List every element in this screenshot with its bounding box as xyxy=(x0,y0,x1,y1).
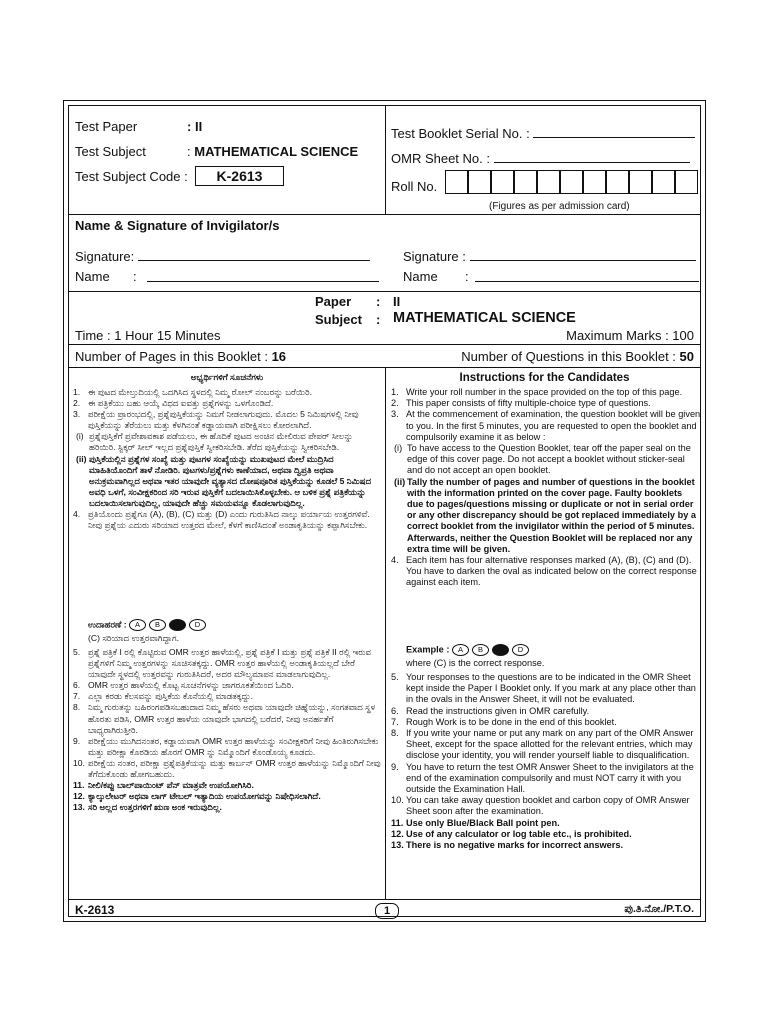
booklet-serial-row: Test Booklet Serial No. : xyxy=(391,126,695,141)
instruction-number: 7. xyxy=(391,716,399,727)
oval-a: A xyxy=(452,644,469,656)
oval-d: D xyxy=(512,644,529,656)
instruction-number: 6. xyxy=(391,705,399,716)
instruction-text: Your responses to the questions are to be indicated in the OMR Sheet kept inside the Paper I Booklet only. If you mark at any place other than in the ovals in the Answer Sheet, it will not be evaluated. xyxy=(406,672,696,705)
booklet-serial-input[interactable] xyxy=(533,137,695,138)
roll-digit-box[interactable] xyxy=(560,170,583,194)
roll-digit-box[interactable] xyxy=(537,170,560,194)
instruction-number: 9. xyxy=(73,735,81,746)
instruction-text: ಪರೀಕ್ಷೆಯ ನಂತರ, ಪರೀಕ್ಷಾ ಪ್ರಶ್ನೆಪತ್ರಿಕೆಯನ್ನು ಮತ್ತು ಕಾರ್ಬನ್ OMR ಉತ್ತರ ಹಾಳೆಯನ್ನು ನಿಮ್ಮೊಂದಿಗೆ ನೀವು ತೆಗೆದುಕೊಂಡು ಹೋಗಬಹುದು. xyxy=(88,757,381,780)
name-input-left[interactable] xyxy=(147,281,379,282)
omr-sheet-row: OMR Sheet No. : xyxy=(391,151,690,166)
instruction-text: ಕ್ಯಾಲ್ಕುಲೇಟರ್ ಅಥವಾ ಲಾಗ್ ಟೇಬಲ್ ಇತ್ಯಾದಿಯ ಉಪಯೋಗವನ್ನು ನಿಷೇಧಿಸಲಾಗಿದೆ. xyxy=(88,791,321,802)
instruction-number: 9. xyxy=(391,761,399,772)
invigilator-name-left: Name : xyxy=(75,269,110,284)
kannada-example-ovals xyxy=(129,619,209,629)
test-paper-label: Test Paper xyxy=(75,119,138,134)
instruction-number: 8. xyxy=(73,702,81,713)
instruction-text: ಎಲ್ಲಾ ಕರಡು ಕೆಲಸವನ್ನು ಪುಸ್ತಿಕೆಯ ಕೊನೆಯಲ್ಲಿ ಮಾಡತಕ್ಕದ್ದು. xyxy=(88,691,254,702)
roll-digit-box[interactable] xyxy=(514,170,537,194)
test-paper-value: : II xyxy=(187,119,203,134)
invigilator-separator xyxy=(69,291,700,292)
subject-colon: : xyxy=(376,312,381,327)
instruction-item xyxy=(391,398,701,409)
instruction-number: 10. xyxy=(73,757,85,768)
omr-sheet-input[interactable] xyxy=(494,162,690,163)
instruction-item xyxy=(73,736,381,758)
instruction-item xyxy=(391,717,701,728)
instruction-text: You can take away question booklet and carbon copy of OMR Answer Sheet soon after the examination. xyxy=(406,795,690,817)
time-allowed: Time : 1 Hour 15 Minutes xyxy=(75,328,221,343)
roll-no-boxes[interactable] xyxy=(445,170,698,202)
oval-c-filled xyxy=(169,619,186,631)
instruction-item xyxy=(391,762,701,796)
instruction-number: 12. xyxy=(391,828,404,839)
roll-digit-box[interactable] xyxy=(629,170,652,194)
roll-digit-box[interactable] xyxy=(445,170,468,194)
instruction-number: 4. xyxy=(391,555,399,566)
footer-code: K-2613 xyxy=(75,903,115,917)
kannada-instructions-part2 xyxy=(73,647,381,813)
cover-inner-border xyxy=(68,105,701,917)
instruction-number: 11. xyxy=(73,780,85,791)
kannada-instructions-part1 xyxy=(73,387,381,531)
instruction-item xyxy=(73,758,381,780)
subject-label: Subject xyxy=(315,312,362,327)
instruction-text: ಪ್ರಶ್ನೆಪುಸ್ತಿಕೆಗೆ ಪ್ರವೇಶಾವಕಾಶ ಪಡೆಯಲು, ಈ ಹೊದಿಕೆ ಪುಟದ ಅಂಚಿನ ಮೇಲಿರುವ ಪೇಪರ್ ಸೀಲನ್ನು ಹರಿಯಿರಿ. ಸ್ಟಿಕ್ಕರ್ ಸೀಲ್ ಇಲ್ಲದ ಪ್ರಶ್ನೆಪುಸ್ತಿಕೆ ಸ್ವೀಕರಿಸಬೇಡಿ. ತೆರೆದ ಪುಸ್ತಿಕೆಯನ್ನು ಸ್ವೀಕರಿಸಬೇಡಿ. xyxy=(89,431,354,453)
oval-a: A xyxy=(129,619,146,631)
instruction-item xyxy=(73,398,381,409)
instruction-text: ನಿಮ್ಮ ಗುರುತನ್ನು ಬಹಿರಂಗಪಡಿಸಬಹುದಾದ ನಿಮ್ಮ ಹೆಸರು ಅಥವಾ ಯಾವುದೇ ಚಿಹ್ನೆಯನ್ನು, ಸಂಗತವಾದ ಸ್ಥಳ ಹೊರತು ಪಡಿಸಿ, OMR ಉತ್ತರ ಹಾಳೆಯ ಯಾವುದೇ ಭಾಗದಲ್ಲಿ ಬರೆದರೆ, ನೀವು ಅನರ್ಹತೆಗೆ ಬಾಧ್ಯರಾಗಿರುತ್ತೀರಿ. xyxy=(88,702,376,735)
roll-digit-box[interactable] xyxy=(468,170,491,194)
instruction-item xyxy=(73,780,381,791)
invigilator-name-right: Name : xyxy=(403,269,438,284)
instruction-text: ನೀಲಿ/ಕಪ್ಪು ಬಾಲ್‌ಪಾಯಿಂಟ್ ಪೆನ್ ಮಾತ್ರವೇ ಉಪಯೋಗಿಸಿರಿ. xyxy=(88,780,254,791)
instruction-item xyxy=(391,672,701,706)
instruction-text: OMR ಉತ್ತರ ಹಾಳೆಯಲ್ಲಿ ಕೊಟ್ಟ ಸೂಚನೆಗಳನ್ನು ಜಾಗರೂಕತೆಯಿಂದ ಓದಿರಿ. xyxy=(88,680,294,691)
instruction-text: ಪ್ರಶ್ನೆ ಪತ್ರಿಕೆ I ರಲ್ಲಿ ಕೊಟ್ಟಿರುವ OMR ಉತ್ತರ ಹಾಳೆಯಲ್ಲಿ, ಪ್ರಶ್ನೆ ಪತ್ರಿಕೆ I ಮತ್ತು ಪ್ರಶ್ನೆ ಪತ್ರಿಕೆ II ರಲ್ಲಿ ಇರುವ ಪ್ರಶ್ನೆಗಳಿಗೆ ನಿಮ್ಮ ಉತ್ತರಗಳನ್ನು ಸೂಚಿಸತಕ್ಕದ್ದು. OMR ಉತ್ತರ ಹಾಳೆಯಲ್ಲಿ ಅಂಡಾಕೃತಿಯಲ್ಲದೆ ಬೇರೆ ಯಾವುದೇ ಸ್ಥಳದಲ್ಲಿ ಉತ್ತರವನ್ನು ಗುರುತಿಸಿದರೆ, ಅದರ ಮೌಲ್ಯಮಾಪನ ಮಾಡಲಾಗುವುದಿಲ್ಲ. xyxy=(88,647,371,680)
kannada-heading: ಅಭ್ಯರ್ಥಿಗಳಿಗೆ ಸೂಚನೆಗಳು xyxy=(190,372,264,382)
instruction-number: (ii) xyxy=(76,453,87,464)
signature-input-right[interactable] xyxy=(470,260,696,261)
instruction-item xyxy=(73,431,381,453)
instruction-item xyxy=(391,477,701,555)
instruction-item xyxy=(73,454,381,509)
instruction-number: 3. xyxy=(391,409,399,420)
instruction-item xyxy=(73,509,381,531)
instruction-item xyxy=(391,443,701,477)
footer-separator xyxy=(69,899,700,900)
instruction-text: If you write your name or put any mark on any part of the OMR Answer Sheet, except for the space allotted for the relevant entries, which may disclose your identity, you will render yourself liable to disqualification. xyxy=(406,728,694,761)
instruction-number: 13. xyxy=(73,802,85,813)
instruction-number: 2. xyxy=(391,398,399,409)
roll-digit-box[interactable] xyxy=(675,170,698,194)
test-paper-row xyxy=(75,119,203,134)
instruction-item xyxy=(73,802,381,813)
pages-count: Number of Pages in this Booklet : 16 xyxy=(75,349,287,364)
oval-b: B xyxy=(472,644,489,656)
paper-info-separator xyxy=(69,344,700,345)
instruction-item xyxy=(73,791,381,802)
roll-digit-box[interactable] xyxy=(491,170,514,194)
instruction-item xyxy=(391,818,701,829)
instruction-text: ಪುಸ್ತಿಕೆಯಲ್ಲಿನ ಪ್ರಶ್ನೆಗಳ ಸಂಖ್ಯೆ ಮತ್ತು ಪುಟಗಳ ಸಂಖ್ಯೆಯನ್ನು ಮುಖಪುಟದ ಮೇಲೆ ಮುದ್ರಿಸಿದ ಮಾಹಿತಿಯೊಂದಿಗೆ ತಾಳೆ ನೋಡಿರಿ. ಪುಟಗಳು/ಪ್ರಶ್ನೆಗಳು ಕಾಣೆಯಾದ, ಅಥವಾ ದ್ವಿಪ್ರತಿ ಅಥವಾ ಅನುಕ್ರಮವಾಗಿಲ್ಲದ ಅಥವಾ ಇತರ ಯಾವುದೇ ವ್ಯತ್ಯಾಸದ ದೋಷಪೂರಿತ ಪುಸ್ತಿಕೆಯನ್ನು ಕೂಡಲೆ 5 ನಿಮಿಷದ ಅವಧಿ ಒಳಗೆ, ಸಂವೀಕ್ಷಕರಿಂದ ಸರಿ ಇರುವ ಪುಸ್ತಿಕೆಗೆ ಬದಲಾಯಿಸಿಕೊಳ್ಳಬೇಕು. ಆ ಬಳಿಕ ಪ್ರಶ್ನೆ ಪತ್ರಿಕೆಯನ್ನು ಬದಲಾಯಿಸಲಾಗುವುದಿಲ್ಲ, ಯಾವುದೇ ಹೆಚ್ಚು ಸಮಯವನ್ನೂ ಕೊಡಲಾಗುವುದಿಲ್ಲ. xyxy=(89,453,372,508)
english-example-note: where (C) is the correct response. xyxy=(406,658,545,668)
instruction-number: (i) xyxy=(76,431,84,442)
instruction-item xyxy=(391,555,701,589)
instruction-item xyxy=(391,840,701,851)
instruction-number: 5. xyxy=(391,672,399,682)
roll-digit-box[interactable] xyxy=(606,170,629,194)
test-subject-row xyxy=(75,144,359,159)
instruction-number: 6. xyxy=(73,680,81,691)
instruction-text: ಪರೀಕ್ಷೆಯ ಪ್ರಾರಂಭದಲ್ಲಿ, ಪ್ರಶ್ನೆಪುಸ್ತಿಕೆಯನ್ನು ನಿಮಗೆ ನೀಡಲಾಗುವುದು. ಮೊದಲ 5 ನಿಮಿಷಗಳಲ್ಲಿ ನೀವು ಪುಸ್ತಿಕೆಯನ್ನು ತೆರೆಯಲು ಮತ್ತು ಕೆಳಗಿನಂತೆ ಕಡ್ಡಾಯವಾಗಿ ಪರೀಕ್ಷಿಸಲು ಕೋರಲಾಗಿದೆ. xyxy=(88,409,359,431)
instruction-item xyxy=(391,706,701,717)
instruction-item xyxy=(73,409,381,431)
instruction-text: You have to return the test OMR Answer Sheet to the invigilators at the end of the examination compulsorily and must NOT carry it with you outside the Examination Hall. xyxy=(406,761,694,795)
instruction-number: 10. xyxy=(391,795,404,806)
roll-note: (Figures as per admission card) xyxy=(489,201,630,212)
invigilator-heading: Name & Signature of Invigilator/s xyxy=(75,218,280,233)
paper-value: II xyxy=(393,294,401,309)
instruction-number: 3. xyxy=(73,409,81,420)
english-heading: Instructions for the Candidates xyxy=(459,372,630,384)
instructions-divider xyxy=(385,367,386,899)
instruction-number: 5. xyxy=(73,647,81,657)
oval-c-filled xyxy=(492,644,509,656)
paper-label: Paper xyxy=(315,294,352,309)
pto-label: ಪು.ತಿ.ನೋ./P.T.O. xyxy=(624,903,694,915)
english-instructions-part1 xyxy=(391,387,701,589)
instruction-number: 7. xyxy=(73,691,81,702)
instruction-number: 13. xyxy=(391,840,404,851)
instruction-number: 11. xyxy=(391,817,404,828)
instruction-text: Each item has four alternative responses marked (A), (B), (C) and (D). You have to darken the oval as indicated below on the correct response against each item. xyxy=(406,555,697,588)
roll-no-label: Roll No. xyxy=(391,179,438,194)
instruction-item xyxy=(73,702,381,735)
instruction-number: 1. xyxy=(73,387,81,397)
subject-value: MATHEMATICAL SCIENCE xyxy=(393,310,576,326)
signature-input-left[interactable] xyxy=(138,260,370,261)
instruction-text: Tally the number of pages and number of questions in the booklet with the information printed on the cover page. Faulty booklets due to pages/questions missing or duplicate or not in serial order or any other discrepancy should be got replaced immediately by a correct booklet from the invigilator within the period of 5 minutes. Afterwards, neither the Question Booklet will be replaced nor any extra time will be given. xyxy=(407,476,696,554)
instruction-number: 8. xyxy=(391,728,399,739)
oval-d: D xyxy=(189,619,206,631)
instruction-item xyxy=(73,691,381,702)
instruction-number: (i) xyxy=(394,443,403,454)
instruction-text: At the commencement of examination, the question booklet will be given to you. In the first 5 minutes, you are requested to open the booklet and compulsorily examine it as below : xyxy=(406,409,701,442)
english-instructions-part2 xyxy=(391,672,701,851)
roll-digit-box[interactable] xyxy=(652,170,675,194)
invigilator-signature-right: Signature : xyxy=(403,249,696,264)
instruction-item xyxy=(73,387,381,398)
instruction-text: Use of any calculator or log table etc., is prohibited. xyxy=(406,828,632,839)
maximum-marks: Maximum Marks : 100 xyxy=(566,328,694,343)
page-number: 1 xyxy=(375,903,399,919)
instruction-number: 1. xyxy=(391,387,399,397)
instruction-text: ಈ ಪತ್ರಿಕೆಯು ಬಹು ಆಯ್ಕೆ ವಿಧದ ಐವತ್ತು ಪ್ರಶ್ನೆಗಳನ್ನು ಒಳಗೊಂಡಿದೆ. xyxy=(88,398,274,409)
questions-count: Number of Questions in this Booklet : 50 xyxy=(461,349,694,364)
instruction-text: To have access to the Question Booklet, tear off the paper seal on the edge of this cover page. Do not accept a booklet without sticker-seal and do not accept an open booklet. xyxy=(407,443,691,476)
instruction-item xyxy=(73,647,381,680)
paper-colon: : xyxy=(376,294,381,309)
oval-b: B xyxy=(149,619,166,631)
instruction-text: Read the instructions given in OMR carefully. xyxy=(406,705,590,716)
instruction-text: There is no negative marks for incorrect answers. xyxy=(406,840,624,851)
instruction-number: 12. xyxy=(73,791,85,802)
instruction-item xyxy=(73,680,381,691)
instruction-text: ಪರೀಕ್ಷೆಯು ಮುಗಿದನಂತರ, ಕಡ್ಡಾಯವಾಗಿ OMR ಉತ್ತರ ಹಾಳೆಯನ್ನು ಸಂವೀಕ್ಷಕರಿಗೆ ನೀವು ಹಿಂತಿರುಗಿಸಬೇಕು ಮತ್ತು ಪರೀಕ್ಷಾ ಕೊಠಡಿಯ ಹೊರಗೆ OMR ನ್ನು ನಿಮ್ಮೊಂದಿಗೆ ಕೊಂಡೊಯ್ಯ ಕೂಡದು. xyxy=(88,735,379,757)
instruction-text: ಈ ಪುಟದ ಮೇಲ್ತುದಿಯಲ್ಲಿ ಒದಗಿಸಿದ ಸ್ಥಳದಲ್ಲಿ ನಿಮ್ಮ ರೋಲ್ ನಂಬರನ್ನು ಬರೆಯಿರಿ. xyxy=(88,387,313,397)
kannada-example-note: (C) ಸರಿಯಾದ ಉತ್ತರವಾಗಿದ್ದಾಗ. xyxy=(88,633,180,643)
english-example: Example : A B D xyxy=(406,644,532,656)
instruction-number: (ii) xyxy=(394,476,406,487)
name-input-right[interactable] xyxy=(475,281,699,282)
instruction-text: ಸರಿ ಅಲ್ಲದ ಉತ್ತರಗಳಿಗೆ ಋಣ ಅಂಕ ಇರುವುದಿಲ್ಲ. xyxy=(88,802,222,813)
instruction-item xyxy=(391,728,701,762)
cover-page xyxy=(63,100,706,922)
test-subject-label: Test Subject xyxy=(75,144,146,159)
instruction-number: 2. xyxy=(73,398,81,409)
instruction-item xyxy=(391,829,701,840)
instruction-item xyxy=(391,795,701,817)
english-example-ovals xyxy=(452,644,532,654)
test-subject-code-value: K-2613 xyxy=(195,166,284,186)
test-subject-code-label: Test Subject Code : xyxy=(75,169,188,184)
instruction-text: Write your roll number in the space provided on the top of this page. xyxy=(406,387,683,397)
roll-digit-box[interactable] xyxy=(583,170,606,194)
instruction-number: 4. xyxy=(73,509,81,520)
instruction-text: Rough Work is to be done in the end of this booklet. xyxy=(406,716,617,727)
instruction-item xyxy=(391,387,701,398)
header-divider xyxy=(385,106,386,214)
kannada-example: ಉದಾಹರಣೆ : A B D xyxy=(88,619,209,631)
invigilator-signature-left: Signature: xyxy=(75,249,370,264)
instruction-item xyxy=(391,409,701,443)
test-subject-value: : MATHEMATICAL SCIENCE xyxy=(187,144,359,159)
header-separator xyxy=(69,214,700,215)
instruction-text: Use only Blue/Black Ball point pen. xyxy=(406,817,560,828)
instruction-text: This paper consists of fifty multiple-choice type of questions. xyxy=(406,398,651,409)
instruction-text: ಪ್ರತಿಯೊಂದು ಪ್ರಶ್ನೆಗೂ (A), (B), (C) ಮತ್ತು (D) ಎಂದು ಗುರುತಿಸಿದ ನಾಲ್ಕು ಪರ್ಯಾಯ ಉತ್ತರಗಳಿವೆ. ನೀವು ಪ್ರಶ್ನೆಯ ಎದುರು ಸರಿಯಾದ ಉತ್ತರದ ಮೇಲೆ, ಕೆಳಗೆ ಕಾಣಿಸಿದಂತೆ ಅಂಡಾಕೃತಿಯನ್ನು ಕಪ್ಪಾಗಿಸಬೇಕು. xyxy=(88,509,370,531)
